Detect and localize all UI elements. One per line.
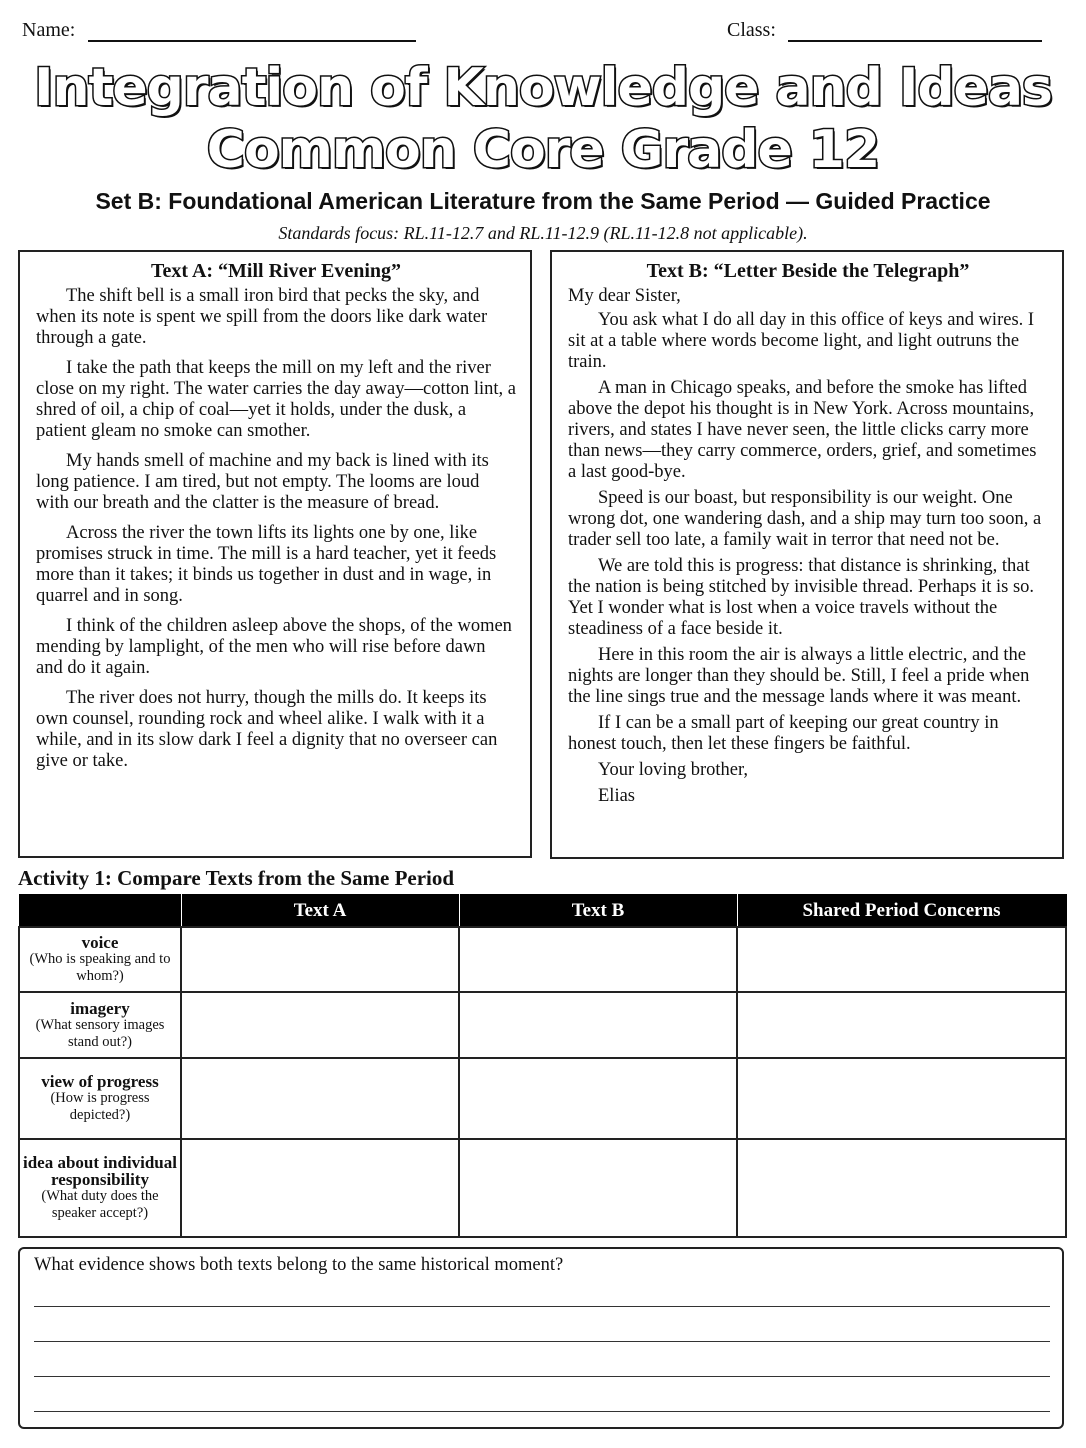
answer-cell[interactable] [737, 927, 1066, 992]
row-header-title: imagery [70, 998, 130, 1018]
row-header-prompt: (What duty does the speaker accept?) [41, 1188, 159, 1221]
class-field-line[interactable] [788, 40, 1042, 42]
row-header-title: voice [81, 933, 119, 952]
row-header-prompt: (How is progress depicted?) [50, 1090, 150, 1123]
text-a-title: Text A: “Mill River Evening” [151, 260, 401, 282]
row-header [19, 927, 181, 992]
letter-salutation: My dear Sister, [568, 286, 681, 306]
class-label: Class: [727, 19, 776, 41]
row-header [19, 1139, 181, 1237]
text-a-paragraph: I think of the children asleep above the shops, of the women mending by lamplight, of the men who will rise before dawn and do it again. [36, 616, 512, 678]
answer-line[interactable] [34, 1341, 1050, 1342]
answer-cell[interactable] [459, 1139, 737, 1237]
answer-line[interactable] [34, 1376, 1050, 1377]
answer-line[interactable] [34, 1411, 1050, 1412]
row-header [19, 1058, 181, 1139]
text-a-paragraph: I take the path that keeps the mill on my left and the river close on my right. The water carries the day away—cotton lint, a shred of oil, a chip of coal—yet it holds, under the dusk, a patient gleam no smoke can smother. [36, 358, 516, 441]
name-field-line[interactable] [88, 40, 416, 42]
row-header [19, 992, 181, 1058]
standards-focus: Standards focus: RL.11-12.7 and RL.11-12.9 (RL.11-12.8 not applicable). [278, 223, 808, 243]
table-header-row [19, 895, 1066, 928]
answer-cell[interactable] [459, 992, 737, 1058]
worksheet-title-line-1: Integration of Knowledge and Ideas [34, 58, 1052, 118]
answer-cell[interactable] [181, 927, 459, 992]
text-a-paragraph: My hands smell of machine and my back is lined with its long patience. I am tired, but not empty. The looms are loud with our breath and the clatter is the measure of bread. [36, 451, 489, 513]
answer-cell[interactable] [181, 1139, 459, 1237]
letter-closing: Your loving brother, [598, 760, 749, 780]
text-b-box [550, 250, 1064, 859]
table-row [19, 927, 1066, 992]
worksheet-title-line-2: Common Core Grade 12 [206, 120, 880, 180]
comparison-table [18, 894, 1067, 1238]
text-b-paragraph: Here in this room the air is always a little electric, and the nights are longer than they should be. Still, I feel a pride when the line sings true and the message lands where it was meant. [568, 645, 1030, 707]
table-row [19, 1058, 1066, 1139]
text-b-paragraph: If I can be a small part of keeping our great country in honest touch, then let these fingers be faithful. [568, 713, 999, 754]
worksheet-subtitle: Set B: Foundational American Literature from the Same Period — Guided Practice [95, 188, 991, 214]
letter-signature: Elias [598, 786, 635, 806]
evidence-question: What evidence shows both texts belong to the same historical moment? [34, 1255, 564, 1275]
text-a-paragraph: The shift bell is a small iron bird that pecks the sky, and when its note is spent we spill from the doors like dark water through a gate. [36, 286, 488, 348]
answer-cell[interactable] [459, 927, 737, 992]
row-header-title: view of progress [41, 1072, 159, 1091]
text-b-paragraph: A man in Chicago speaks, and before the smoke has lifted above the depot his thought is in New York. Across mountains, rivers, and states I have never seen, the little clicks carry more than news—they carry commerce, orders, grief, and sometimes a last good-bye. [568, 378, 1037, 482]
row-header-prompt: (Who is speaking and to whom?) [29, 951, 171, 984]
column-header [19, 895, 181, 928]
row-header-title: idea about individual responsibility [22, 1153, 177, 1189]
column-header: Shared Period Concerns [737, 895, 1066, 928]
text-b-title: Text B: “Letter Beside the Telegraph” [646, 260, 970, 282]
evidence-question-box [18, 1247, 1064, 1429]
activity-title: Activity 1: Compare Texts from the Same Period [18, 866, 455, 890]
text-a-box [18, 250, 532, 858]
column-header: Text B [459, 895, 737, 928]
answer-cell[interactable] [459, 1058, 737, 1139]
text-a-paragraph: The river does not hurry, though the mills do. It keeps its own counsel, rounding rock and wheel alike. I walk with it a while, and in its slow dark I feel a dignity that no overseer can give or take. [36, 688, 498, 771]
text-b-paragraph: Speed is our boast, but responsibility is our weight. One wrong dot, one wandering dash, and a ship may turn too soon, a trader sell too late, a family wait in terror that need not be. [568, 488, 1042, 550]
text-b-paragraph: You ask what I do all day in this office of keys and wires. I sit at a table where words become light, and light outruns the train. [568, 310, 1035, 372]
text-a-paragraph: Across the river the town lifts its lights one by one, like promises struck in time. The mill is a hard teacher, yet it feeds more than it takes; it binds us together in dust and in wage, in quarrel and in song. [36, 523, 497, 606]
name-label: Name: [22, 19, 76, 41]
table-row [19, 1139, 1066, 1237]
answer-cell[interactable] [737, 992, 1066, 1058]
text-b-paragraph: We are told this is progress: that distance is shrinking, that the nation is being stitched by invisible thread. Perhaps it is so. Yet I wonder what is lost when a voice travels without the steadiness of a face beside it. [568, 556, 1035, 639]
answer-cell[interactable] [181, 1058, 459, 1139]
answer-cell[interactable] [737, 1139, 1066, 1237]
row-header-prompt: (What sensory images stand out?) [35, 1016, 165, 1050]
answer-line[interactable] [34, 1306, 1050, 1307]
answer-cell[interactable] [737, 1058, 1066, 1139]
answer-cell[interactable] [181, 992, 459, 1058]
table-row [19, 992, 1066, 1058]
column-header: Text A [181, 895, 459, 928]
